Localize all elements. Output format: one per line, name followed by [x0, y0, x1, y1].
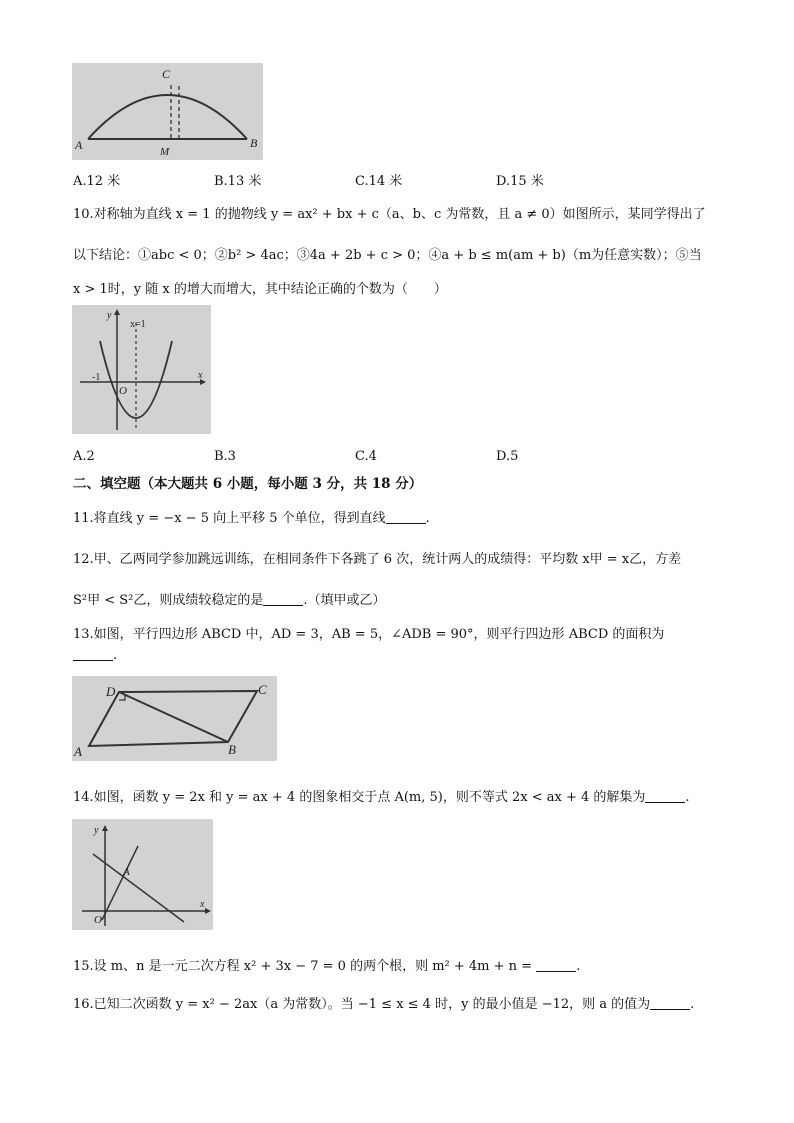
q11-line — [73, 507, 430, 526]
q14-text: 14.如图，函数 y = 2x 和 y = ax + 4 的图象相交于点 A(m, 5)，则不等式 2x < ax + 4 的解集为 — [73, 790, 646, 805]
lines-label-x: x — [200, 899, 205, 910]
q12-line2 — [73, 589, 386, 608]
q11-answer-blank[interactable] — [386, 511, 426, 524]
q10-line1: 10.对称轴为直线 x = 1 的抛物线 y = ax² + bx + c（a、b、c 为常数，且 a ≠ 0）如图所示，某同学得出了 — [73, 207, 706, 222]
q15-text: 15.设 m、n 是一元二次方程 x² + 3x − 7 = 0 的两个根，则 m² + 4m + n = — [73, 959, 533, 974]
q13-line1: 13.如图，平行四边形 ABCD 中，AD = 3，AB = 5，∠ADB = 90°，则平行四边形 ABCD 的面积为 — [73, 627, 665, 642]
q9-option-c: C.14 米 — [355, 174, 403, 189]
q9-option-b: B.13 米 — [214, 174, 262, 189]
parabola-label-y: y — [107, 310, 112, 321]
parabola-label-o: O — [119, 385, 127, 397]
arch-label-b: B — [250, 136, 258, 150]
q16-text: 16.已知二次函数 y = x² − 2ax（a 为常数）。当 −1 ≤ x ≤ 4 时，y 的最小值是 −12，则 a 的值为 — [73, 997, 651, 1012]
parallelogram-label-c: C — [258, 682, 267, 697]
parabola-label-x: x — [198, 370, 203, 381]
lines-figure — [72, 819, 213, 930]
q16-answer-blank[interactable] — [650, 997, 690, 1010]
parabola-figure — [72, 305, 211, 434]
q14-answer-blank[interactable] — [645, 790, 685, 803]
q10-option-b: B.3 — [214, 449, 236, 464]
arch-figure — [72, 63, 263, 160]
parallelogram-label-d: D — [106, 684, 116, 699]
q10-line2: 以下结论：①abc < 0；②b² > 4ac；③4a + 2b + c > 0；④a + b ≤ m(am + b)（m为任意实数）；⑤当 — [73, 248, 702, 263]
q10-option-a: A.2 — [73, 449, 95, 464]
q16-line — [73, 993, 694, 1012]
q12-answer-blank[interactable] — [263, 593, 303, 606]
lines-label-a: A — [123, 866, 130, 878]
arch-label-m: M — [160, 146, 170, 158]
q11-tail: . — [425, 511, 430, 526]
parallelogram-label-b: B — [228, 742, 236, 757]
parallelogram-label-a: A — [74, 744, 82, 759]
q9-option-d: D.15 米 — [496, 174, 544, 189]
q13-answer-blank[interactable] — [73, 648, 113, 661]
section2-heading: 二、填空题（本大题共 6 小题，每小题 3 分，共 18 分） — [73, 476, 423, 492]
q11-text: 11.将直线 y = −x − 5 向上平移 5 个单位，得到直线 — [73, 511, 386, 526]
q13-tail: . — [113, 648, 118, 663]
arch-label-a: A — [75, 138, 83, 152]
q15-answer-blank[interactable] — [536, 959, 576, 972]
q12-text: S²甲 < S²乙，则成绩较稳定的是 — [73, 593, 264, 608]
q13-line2 — [73, 648, 117, 663]
q10-option-d: D.5 — [496, 449, 519, 464]
q12-line1: 12.甲、乙两同学参加跳远训练，在相同条件下各跳了 6 次，统计两人的成绩得：平均数 x甲 = x乙，方差 — [73, 552, 682, 567]
q12-tail: .（填甲或乙） — [303, 593, 386, 608]
q9-option-a: A.12 米 — [73, 174, 121, 189]
parabola-label-neg1: -1 — [92, 372, 101, 383]
q14-line — [73, 786, 690, 805]
parallelogram-figure — [72, 676, 277, 761]
lines-label-y: y — [94, 825, 99, 836]
q10-option-c: C.4 — [355, 449, 377, 464]
q14-tail: . — [685, 790, 690, 805]
arch-label-c: C — [162, 67, 171, 81]
q15-tail: . — [576, 959, 581, 974]
q16-tail: . — [690, 997, 695, 1012]
lines-label-o: O — [94, 914, 102, 926]
parabola-label-axis: x=1 — [130, 319, 146, 330]
q10-line3: x > 1时，y 随 x 的增大而增大，其中结论正确的个数为（ ） — [73, 282, 447, 297]
q15-line — [73, 955, 580, 974]
